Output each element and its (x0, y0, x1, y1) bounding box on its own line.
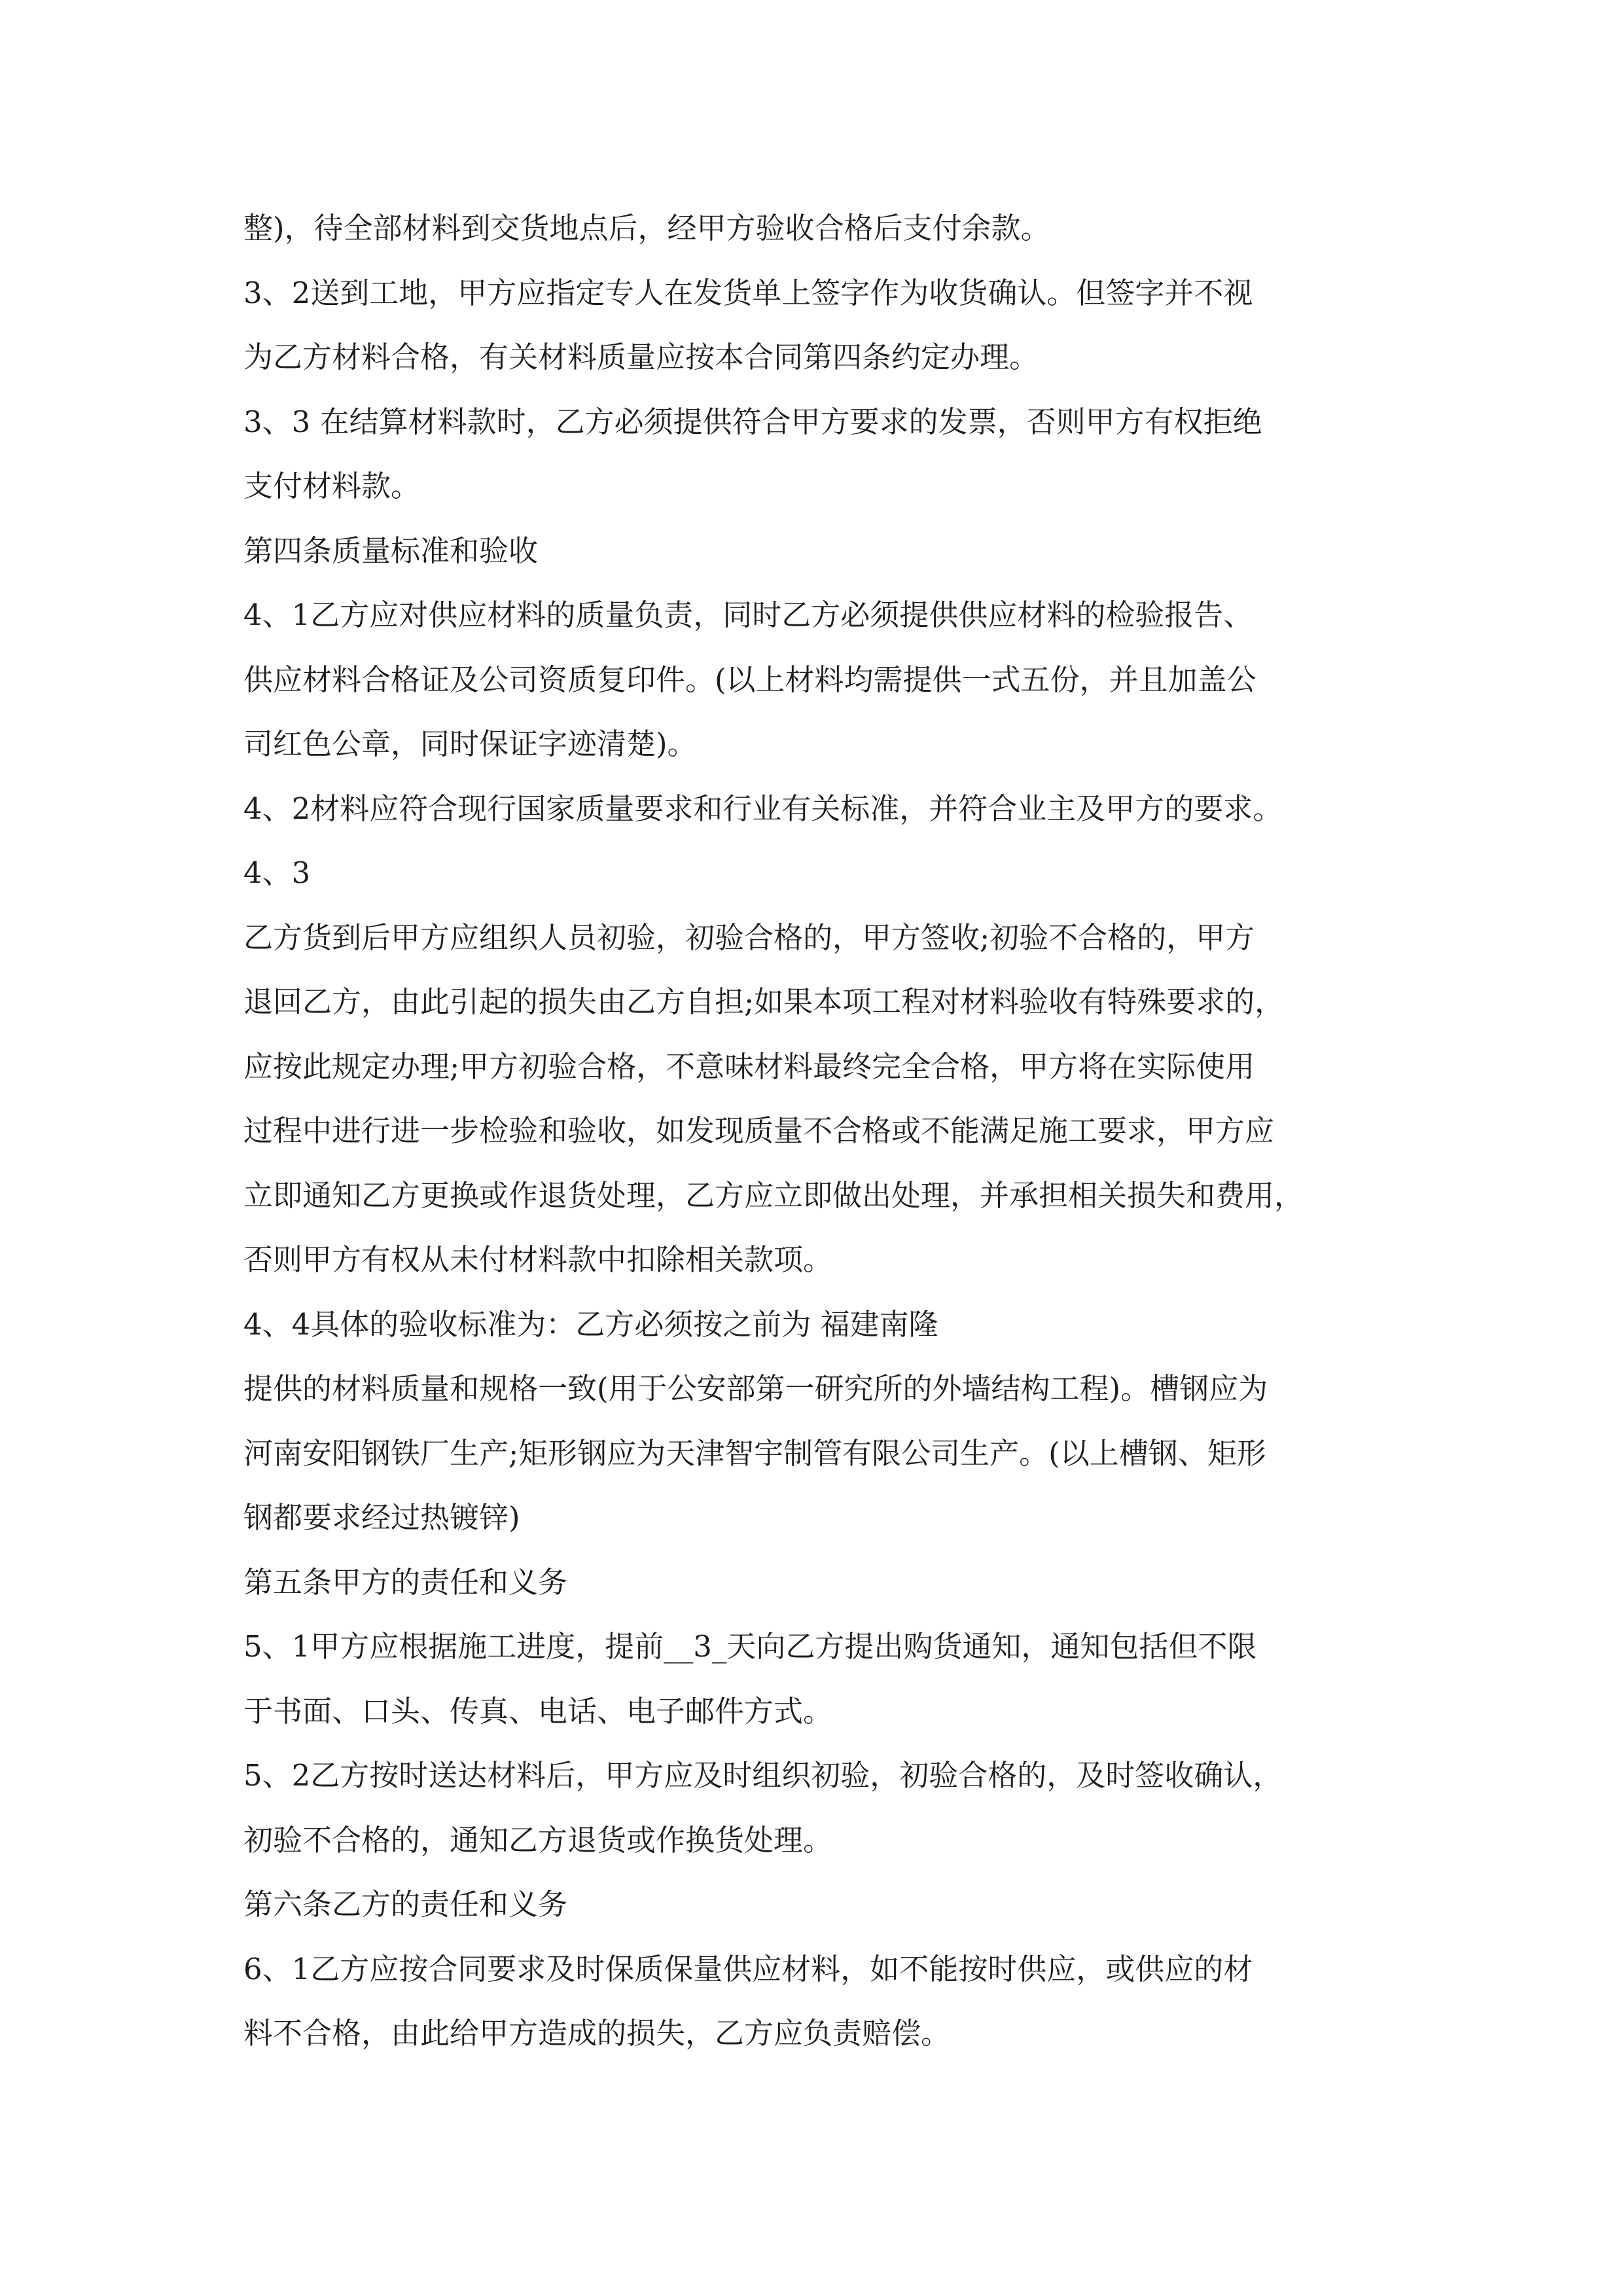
text-line: 5、1甲方应根据施工进度，提前__3_天向乙方提出购货通知，通知包括但不限 (243, 1629, 1257, 1664)
section-heading: 第五条甲方的责任和义务 (243, 1564, 568, 1600)
text-line: 3、2送到工地，甲方应指定专人在发货单上签字作为收货确认。但签字并不视 (243, 275, 1253, 310)
text-line: 6、1乙方应按合同要求及时保质保量供应材料，如不能按时供应，或供应的材 (243, 1951, 1253, 1986)
text-line: 4、1乙方应对供应材料的质量负责，同时乙方必须提供供应材料的检验报告、 (243, 598, 1253, 632)
text-line: 立即通知乙方更换或作退货处理，乙方应立即做出处理，并承担相关损失和费用， (243, 1177, 1304, 1213)
text-line: 提供的材料质量和规格一致(用于公安部第一研究所的外墙结构工程)。槽钢应为 (243, 1371, 1268, 1406)
text-line: 初验不合格的，通知乙方退货或作换货处理。 (243, 1822, 833, 1857)
text-line: 5、2乙方按时送达材料后，甲方应及时组织初验，初验合格的，及时签收确认， (243, 1758, 1283, 1793)
text-line: 否则甲方有权从未付材料款中扣除相关款项。 (243, 1242, 833, 1277)
text-line: 料不合格，由此给甲方造成的损失，乙方应负责赔偿。 (243, 2016, 951, 2051)
text-line: 为乙方材料合格，有关材料质量应按本合同第四条约定办理。 (243, 340, 1039, 374)
text-line: 4、2材料应符合现行国家质量要求和行业有关标准，并符合业主及甲方的要求。 (243, 791, 1283, 826)
section-heading: 第六条乙方的责任和义务 (243, 1887, 568, 1922)
text-line: 河南安阳钢铁厂生产;矩形钢应为天津智宇制管有限公司生产。(以上槽钢、矩形 (243, 1435, 1266, 1471)
text-line: 于书面、口头、传真、电话、电子邮件方式。 (243, 1693, 833, 1729)
text-line: 过程中进行进一步检验和验收，如发现质量不合格或不能满足施工要求，甲方应 (243, 1113, 1275, 1148)
text-line: 应按此规定办理;甲方初验合格，不意味材料最终完全合格，甲方将在实际使用 (243, 1049, 1255, 1084)
text-line: 司红色公章，同时保证字迹清楚)。 (243, 726, 697, 761)
text-line: 供应材料合格证及公司资质复印件。(以上材料均需提供一式五份，并且加盖公 (243, 662, 1257, 697)
text-line: 3、3 在结算材料款时，乙方必须提供符合甲方要求的发票，否则甲方有权拒绝 (243, 404, 1262, 439)
section-heading: 第四条质量标准和验收 (243, 533, 539, 568)
document-body (243, 196, 1395, 2066)
text-line: 整)，待全部材料到交货地点后，经甲方验收合格后支付余款。 (243, 211, 1050, 245)
text-line: 4、3 (243, 855, 311, 890)
text-line: 4、4具体的验收标准为：乙方必须按之前为 福建南隆 (243, 1306, 938, 1342)
text-line: 钢都要求经过热镀锌) (243, 1500, 520, 1535)
text-line: 乙方货到后甲方应组织人员初验，初验合格的，甲方签收;初验不合格的，甲方 (243, 920, 1255, 955)
text-line: 支付材料款。 (243, 469, 421, 503)
text-line: 退回乙方，由此引起的损失由乙方自担;如果本项工程对材料验收有特殊要求的， (243, 984, 1285, 1019)
